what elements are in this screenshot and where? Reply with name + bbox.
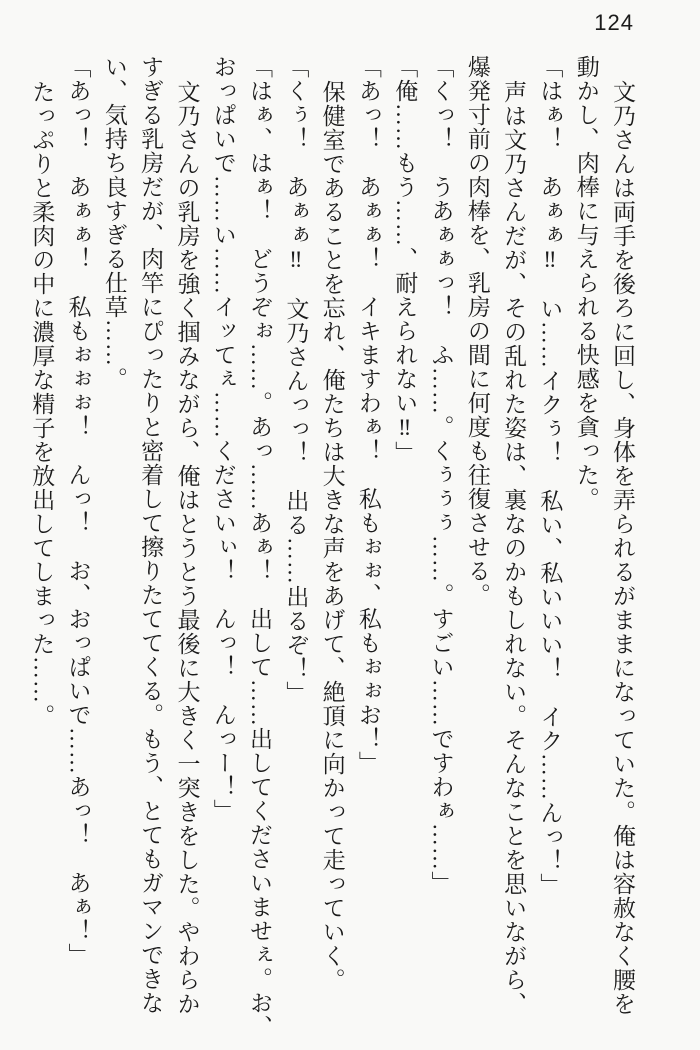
text-line: すぎる乳房だが、肉竿にぴったりと密着して擦りたててくる。もう、とてもガマンできな (138, 55, 164, 1015)
text-line: 声は文乃さんだが、その乱れた姿は、裏なのかもしれない。そんなことを思いながら、 (501, 79, 527, 1016)
text-line: 文乃さんの乳房を強く掴みながら、俺はとうとう最後に大きく一突きをした。やわらか (174, 79, 200, 1016)
text-line: 保健室であることを忘れ、俺たちは大きな声をあげて、絶頂に向かって走っていく。 (319, 79, 345, 992)
text-line: たっぷりと柔肉の中に濃厚な精子を放出してしまった……。 (29, 79, 55, 728)
text-line: 「あっ！ あぁぁ！ イキますわぁ！ 私もぉぉ、私もぉぉお！」 (355, 55, 381, 775)
body-text (23, 55, 640, 1043)
text-line: 「俺……もう……、耐えられない‼」 (392, 55, 418, 465)
text-line: 動かし、肉棒に与えられる快感を貪った。 (573, 55, 599, 511)
text-line: 爆発寸前の肉棒を、乳房の間に何度も往復させる。 (464, 55, 490, 607)
text-line: い、気持ち良すぎる仕草……。 (101, 55, 127, 391)
text-line: 「はぁ！ あぁぁ‼ い……イクぅ！ 私い、私いいい！ イク……んっ！」 (537, 55, 563, 897)
text-line: 「あっ！ あぁぁ！ 私もぉぉぉ！ んっ！ お、おっぱいで……あっ！ あぁ！」 (65, 55, 91, 967)
text-line: 「はぁ、はぁ！ どうぞぉ……。あっ……あぁ！ 出して……出してくださいませぇ。お、 (247, 55, 273, 1039)
text-line: おっぱいで……い……イッてぇ……くださいぃ！ んっ！ んっー！」 (210, 55, 236, 823)
text-line: 文乃さんは両手を後ろに回し、身体を弄られるがままになっていた。俺は容赦なく腰を (610, 79, 635, 1016)
page-number: 124 (594, 10, 634, 35)
text-line: 「くぅ！ あぁぁ‼ 文乃さんっっ！ 出る……出るぞ！」 (283, 55, 309, 705)
text-line: 「くっ！ うあぁぁっ！ ふ……。くぅぅぅ……。すごい……ですわぁ……」 (428, 55, 454, 895)
